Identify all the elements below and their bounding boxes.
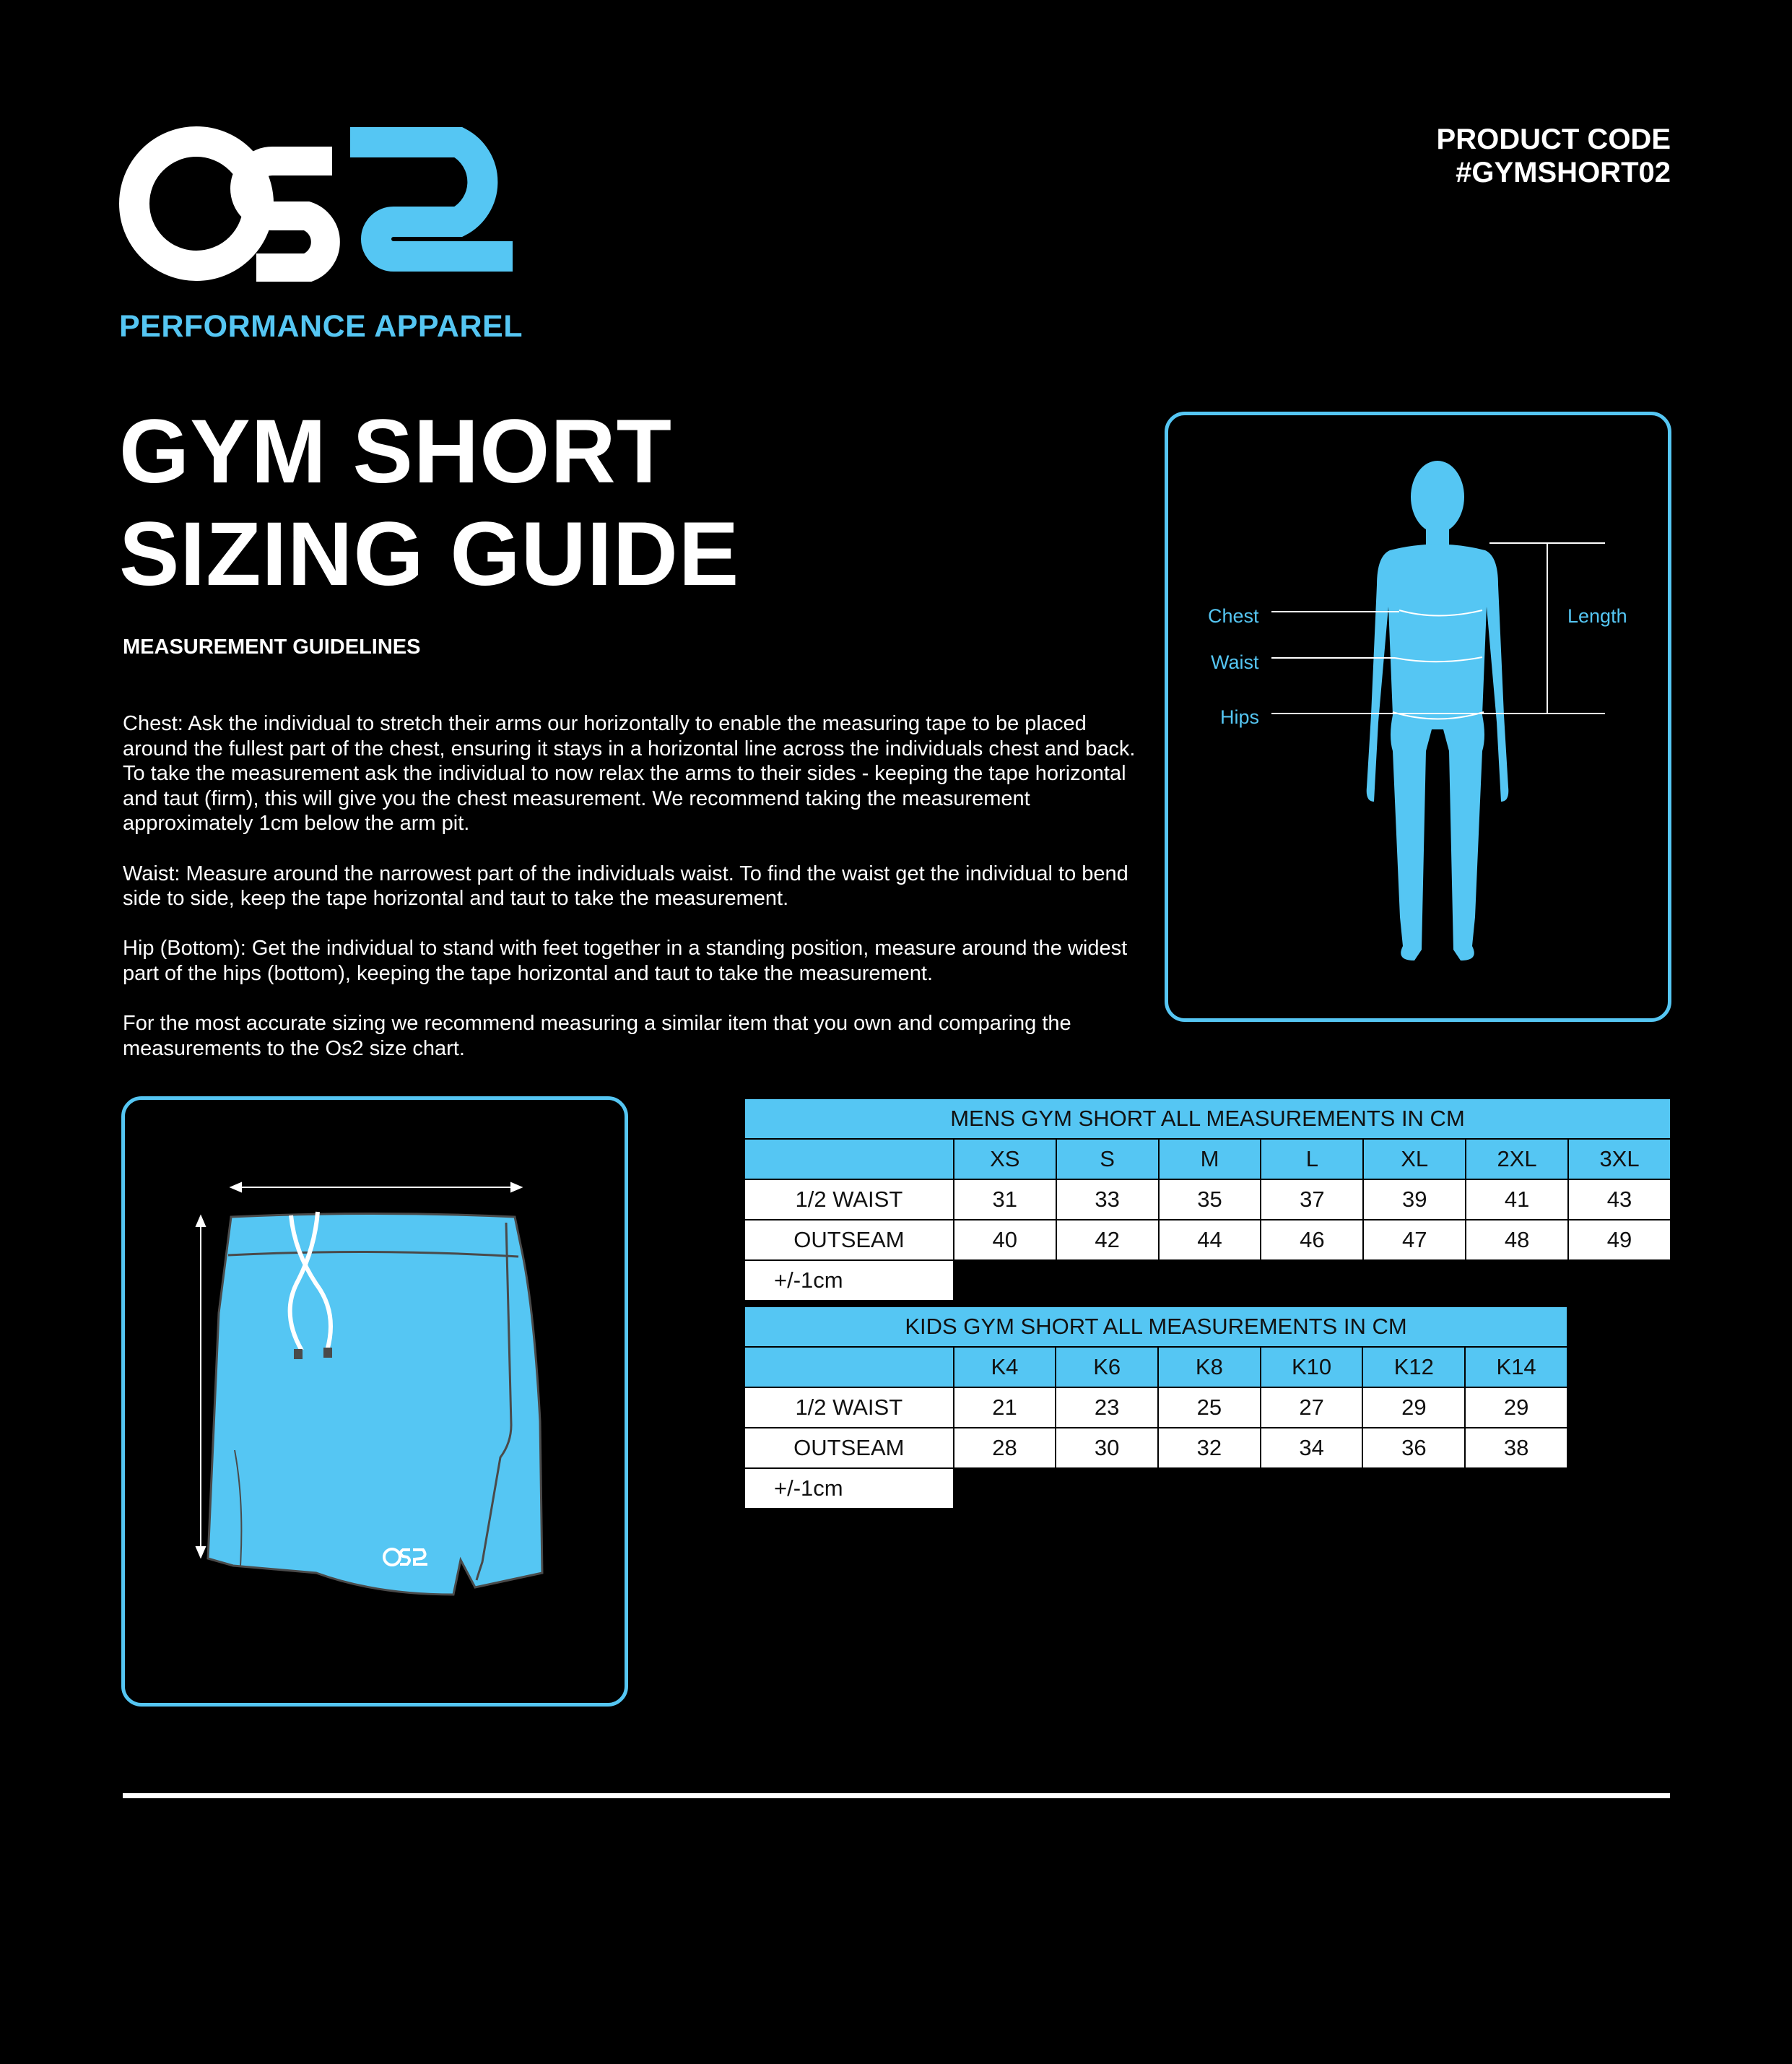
table-cell: 29 [1465,1387,1567,1428]
row-label: OUTSEAM [744,1220,954,1260]
guideline-hip: Hip (Bottom): Get the individual to stand with feet together in a standing position, measure around the widest part of the hips (bottom), keeping the tape horizontal and taut to take the measurement. [123,937,1128,985]
table-spacer [954,1468,1567,1509]
mens-size-header-row [744,1139,1671,1179]
figure-label-waist: Waist [1211,651,1259,673]
size-header-cell: S [1056,1139,1159,1179]
brand-tagline: PERFORMANCE APPAREL [119,309,523,344]
table-spacer [954,1260,1671,1301]
table-cell: 49 [1568,1220,1671,1260]
size-header-cell: XS [954,1139,1056,1179]
table-cell: 47 [1363,1220,1466,1260]
product-code-label: PRODUCT CODE [1436,123,1671,155]
table-cell: 41 [1466,1179,1568,1220]
table-row [744,1387,1567,1428]
size-header-cell: XL [1363,1139,1466,1179]
kids-size-table [744,1306,1568,1509]
table-cell: 37 [1261,1179,1363,1220]
logo-2 [350,142,513,256]
table-cell: 32 [1158,1428,1261,1468]
gym-shorts-icon [121,1096,628,1707]
tolerance-note: +/-1cm [744,1468,954,1509]
table-cell: 21 [954,1387,1056,1428]
page-title [119,401,739,606]
table-cell: 42 [1056,1220,1159,1260]
table-cell: 29 [1362,1387,1465,1428]
table-cell: 40 [954,1220,1056,1260]
table-cell: 23 [1056,1387,1158,1428]
row-label: OUTSEAM [744,1428,954,1468]
table-cell: 39 [1363,1179,1466,1220]
kids-size-header-row [744,1347,1567,1387]
mens-table-title: MENS GYM SHORT ALL MEASUREMENTS IN CM [744,1098,1671,1139]
page-title-line1: GYM SHORT [119,402,672,502]
guidelines-heading: MEASUREMENT GUIDELINES [123,636,421,659]
table-cell: 38 [1465,1428,1567,1468]
size-header-cell: K10 [1261,1347,1363,1387]
product-code-value: #GYMSHORT02 [1456,157,1671,188]
table-cell: 43 [1568,1179,1671,1220]
size-header-cell: K14 [1465,1347,1567,1387]
size-header-cell: 3XL [1568,1139,1671,1179]
size-header-cell: M [1159,1139,1261,1179]
figure-label-length: Length [1567,605,1627,627]
guideline-accuracy: For the most accurate sizing we recommend measuring a similar item that you own and comparing the measurements to the Os2 size chart. [123,1012,1071,1060]
guidelines-text [123,711,1148,1086]
table-cell: 34 [1261,1428,1363,1468]
table-row [744,1179,1671,1220]
table-cell: 48 [1466,1220,1568,1260]
table-cell: 27 [1261,1387,1363,1428]
table-cell: 28 [954,1428,1056,1468]
size-header-blank [744,1139,954,1179]
row-label: 1/2 WAIST [744,1387,954,1428]
mens-size-table [744,1098,1671,1301]
tolerance-note: +/-1cm [744,1260,954,1301]
page-title-line2: SIZING GUIDE [119,504,740,604]
table-cell: 44 [1159,1220,1261,1260]
table-cell: 30 [1056,1428,1158,1468]
os2-logo [119,126,523,282]
table-cell: 46 [1261,1220,1363,1260]
table-row [744,1220,1671,1260]
table-cell: 31 [954,1179,1056,1220]
figure-label-chest: Chest [1208,605,1259,627]
size-header-cell: K4 [954,1347,1056,1387]
size-header-cell: L [1261,1139,1363,1179]
product-code-block [1437,123,1671,189]
size-header-cell: K8 [1158,1347,1261,1387]
guideline-waist: Waist: Measure around the narrowest part of the individuals waist. To find the waist get the individual to bend side to side, keep the tape horizontal and taut to take the measurement. [123,862,1128,911]
size-header-cell: K12 [1362,1347,1465,1387]
table-row [744,1428,1567,1468]
row-label: 1/2 WAIST [744,1179,954,1220]
figure-label-hips: Hips [1220,706,1260,728]
table-cell: 25 [1158,1387,1261,1428]
size-header-cell: K6 [1056,1347,1158,1387]
size-header-cell: 2XL [1466,1139,1568,1179]
table-cell: 33 [1056,1179,1159,1220]
guideline-chest: Chest: Ask the individual to stretch their arms our horizontally to enable the measuring tape to be placed around the fullest part of the chest, ensuring it stays in a horizontal line across the individuals chest and back. To take the measurement ask the individual to now relax the arms to their sides - keeping the tape horizontal and taut (firm), this will give you the chest measurement. We recommend taking the measurement approximately 1cm below the arm pit. [123,712,1136,836]
logo-s [245,161,332,268]
table-cell: 35 [1159,1179,1261,1220]
table-cell: 36 [1362,1428,1465,1468]
kids-table-title: KIDS GYM SHORT ALL MEASUREMENTS IN CM [744,1306,1567,1347]
size-header-blank [744,1347,954,1387]
footer-divider [123,1793,1670,1798]
